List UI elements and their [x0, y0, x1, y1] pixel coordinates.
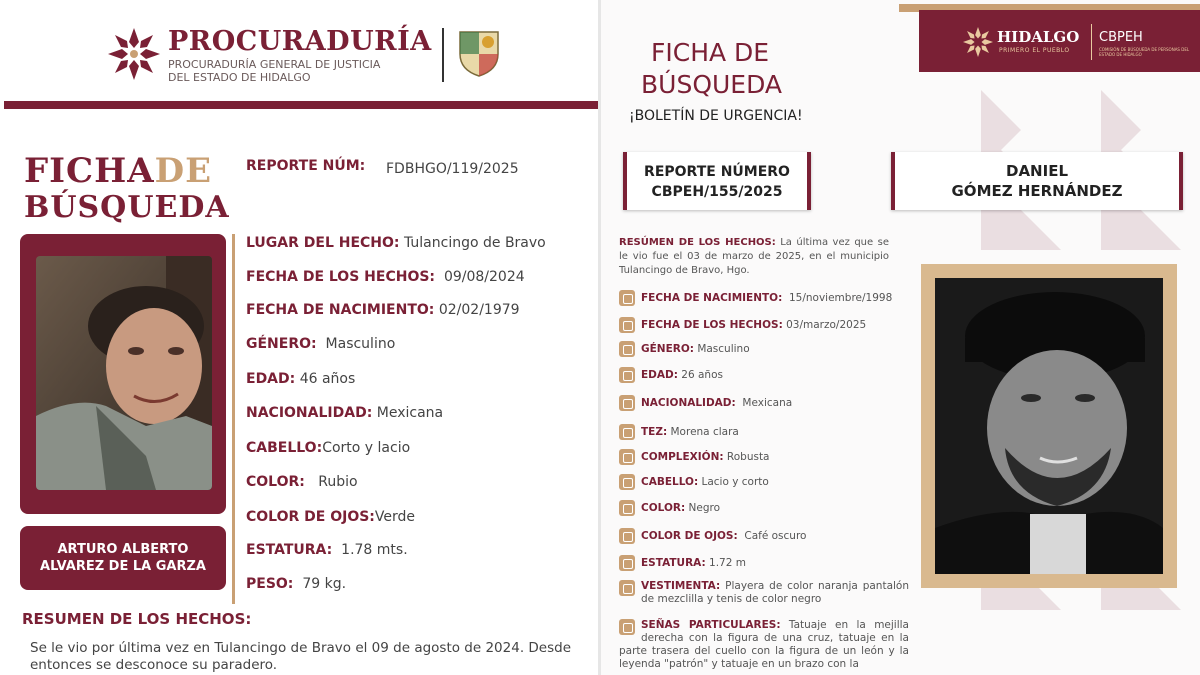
field-value: Mexicana: [376, 405, 444, 421]
field-label: GÉNERO:: [641, 343, 694, 355]
field-cabello: [619, 474, 909, 490]
field-label: CABELLO:: [246, 440, 323, 456]
brand-subtitle-line2: DEL ESTADO DE HIDALGO: [168, 71, 311, 84]
field-label: COLOR DE OJOS:: [641, 530, 738, 542]
skin-icon: [619, 424, 635, 440]
field-label: EDAD:: [246, 371, 296, 387]
person-name-line2: GÓMEZ HERNÁNDEZ: [951, 182, 1123, 200]
field-complexion: [619, 449, 909, 465]
person-name-box: [891, 152, 1183, 210]
id-card-icon: [619, 395, 635, 411]
field-label: EDAD:: [641, 369, 678, 381]
field-value: Morena clara: [670, 426, 739, 438]
field-value: 26 años: [681, 369, 723, 381]
report-value: FDBHGO/119/2025: [386, 161, 519, 177]
summary-title: RESUMEN DE LOS HECHOS:: [22, 610, 252, 628]
banner-org: CBPEH: [1099, 30, 1143, 45]
brand-subtitle: [168, 58, 380, 84]
field-label: CABELLO:: [641, 476, 699, 488]
right-poster: [601, 0, 1200, 675]
field-value: Masculino: [325, 336, 396, 352]
field-estatura: [246, 542, 408, 558]
summary: [619, 236, 889, 278]
marks-icon: [619, 619, 635, 635]
field-value: Tatuaje en la mejilla derecha con la figura de una cruz, tatuaje en la parte trasera del cuello con la figura de un león y la leyenda "patrón" y tatuaje en un brazo con la: [619, 619, 909, 670]
summary-text: Se le vio por última vez en Tulancingo de Bravo el 09 de agosto de 2024. Desde entonces se desconoce su paradero.: [30, 640, 572, 673]
field-label: ESTATURA:: [641, 557, 706, 569]
banner-sub: PRIMERO EL PUEBLO: [999, 47, 1070, 54]
field-color: [246, 474, 358, 490]
field-fecha-nacimiento: [246, 302, 520, 318]
field-value: Rubio: [318, 474, 358, 490]
field-value: Tulancingo de Bravo: [403, 235, 546, 251]
field-color-ojos: [619, 528, 909, 544]
eye-icon: [619, 528, 635, 544]
field-value: Robusta: [726, 451, 770, 463]
calendar-icon: [619, 290, 635, 306]
state-shield-icon: [456, 26, 502, 78]
field-label: FECHA DE NACIMIENTO:: [246, 302, 435, 318]
report-box: [623, 152, 811, 210]
header-banner: [919, 10, 1200, 72]
field-fecha-nacimiento: [619, 290, 909, 306]
field-label: COMPLEXIÓN:: [641, 451, 724, 463]
field-edad: [619, 367, 909, 383]
missing-person-photo: [36, 256, 212, 490]
report-label: REPORTE NÚMERO: [644, 164, 790, 180]
field-tez: [619, 424, 909, 440]
banner-brand: HIDALGO: [997, 28, 1080, 46]
clothing-icon: [619, 580, 635, 596]
report-value: CBPEH/155/2025: [651, 184, 783, 200]
field-value: 46 años: [299, 371, 356, 387]
field-fecha-hechos: [619, 317, 909, 333]
calendar-grid-icon: [619, 317, 635, 333]
gender-icon: [619, 341, 635, 357]
report-label: REPORTE NÚM:: [246, 158, 366, 174]
body-icon: [619, 449, 635, 465]
field-value: 1.72 m: [709, 557, 746, 569]
field-value: Negro: [688, 502, 721, 514]
field-genero: [246, 336, 395, 352]
brand-subtitle-line1: PROCURADURÍA GENERAL DE JUSTICIA: [168, 58, 381, 71]
height-icon: [619, 555, 635, 571]
field-value: Lacio y corto: [701, 476, 769, 488]
field-value: 09/08/2024: [443, 269, 525, 285]
title-de: DE: [154, 151, 213, 191]
banner-org-sub: COMISIÓN DE BÚSQUEDA DE PERSONAS DEL ESTADO DE HIDALGO: [1099, 47, 1190, 57]
color-icon: [619, 500, 635, 516]
field-label: NACIONALIDAD:: [246, 405, 373, 421]
field-estatura: [619, 555, 909, 571]
brand-title: PROCURADURÍA: [168, 26, 432, 57]
field-value: Masculino: [697, 343, 750, 355]
field-value: Verde: [374, 509, 416, 525]
urgency-label: ¡BOLETÍN DE URGENCIA!: [629, 108, 803, 124]
page-title: FICHA DE: [651, 38, 770, 67]
field-label: SEÑAS PARTICULARES:: [641, 619, 781, 631]
age-icon: [619, 367, 635, 383]
person-name-line2: ALVAREZ DE LA GARZA: [40, 559, 206, 574]
field-label: COLOR:: [246, 474, 305, 490]
hair-icon: [619, 474, 635, 490]
field-label: PESO:: [246, 576, 294, 592]
field-label: GÉNERO:: [246, 336, 317, 352]
field-senas: [619, 619, 909, 671]
person-name-line1: ARTURO ALBERTO: [57, 542, 189, 557]
field-label: LUGAR DEL HECHO:: [246, 235, 400, 251]
field-label: FECHA DE LOS HECHOS:: [246, 269, 436, 285]
field-value: 79 kg.: [302, 576, 347, 592]
field-label: COLOR DE OJOS:: [246, 509, 375, 525]
summary-label: RESÚMEN DE LOS HECHOS:: [619, 237, 776, 248]
field-label: ESTATURA:: [246, 542, 333, 558]
field-nacionalidad: [246, 405, 443, 421]
field-value: Playera de color naranja pantalón de mezclilla y tenis de color negro: [641, 580, 910, 605]
field-vestimenta: [619, 580, 909, 606]
field-peso: [246, 576, 346, 592]
field-value: 03/marzo/2025: [786, 319, 867, 331]
star-logo-icon: [108, 28, 160, 80]
header-bar: [4, 101, 600, 109]
field-value: Café oscuro: [744, 530, 807, 542]
field-nacionalidad: [619, 395, 909, 411]
page-title-line2: BÚSQUEDA: [24, 190, 230, 225]
star-logo-icon: [963, 27, 993, 57]
summary-text: La última vez que se le vio fue el 03 de marzo de 2025, en el municipio Tulancingo de Bravo, Hgo.: [619, 237, 889, 276]
field-value: Mexicana: [742, 397, 793, 409]
field-color-ojos: [246, 509, 415, 525]
banner-divider: [1091, 24, 1092, 60]
field-value: Corto y lacio: [322, 440, 411, 456]
field-color: [619, 500, 909, 516]
page-title-line2: BÚSQUEDA: [641, 70, 783, 99]
title-ficha: FICHA: [24, 151, 155, 191]
field-label: VESTIMENTA:: [641, 580, 721, 592]
person-name-line1: DANIEL: [1006, 162, 1068, 180]
gold-accent-strip: [232, 234, 235, 604]
field-label: TEZ:: [641, 426, 668, 438]
field-cabello: [246, 440, 410, 456]
field-value: 02/02/1979: [438, 302, 520, 318]
field-label: COLOR:: [641, 502, 686, 514]
field-label: FECHA DE LOS HECHOS:: [641, 319, 783, 331]
field-label: FECHA DE NACIMIENTO:: [641, 292, 783, 304]
page-title: [24, 151, 212, 191]
header-divider: [442, 28, 444, 82]
field-fecha-hechos: [246, 269, 525, 285]
field-value: 1.78 mts.: [341, 542, 408, 558]
field-genero: [619, 341, 909, 357]
field-edad: [246, 371, 355, 387]
missing-person-photo: [935, 278, 1163, 574]
field-value: 15/noviembre/1998: [788, 292, 893, 304]
person-name-box: [20, 526, 226, 590]
field-lugar: [246, 235, 546, 251]
field-label: NACIONALIDAD:: [641, 397, 736, 409]
